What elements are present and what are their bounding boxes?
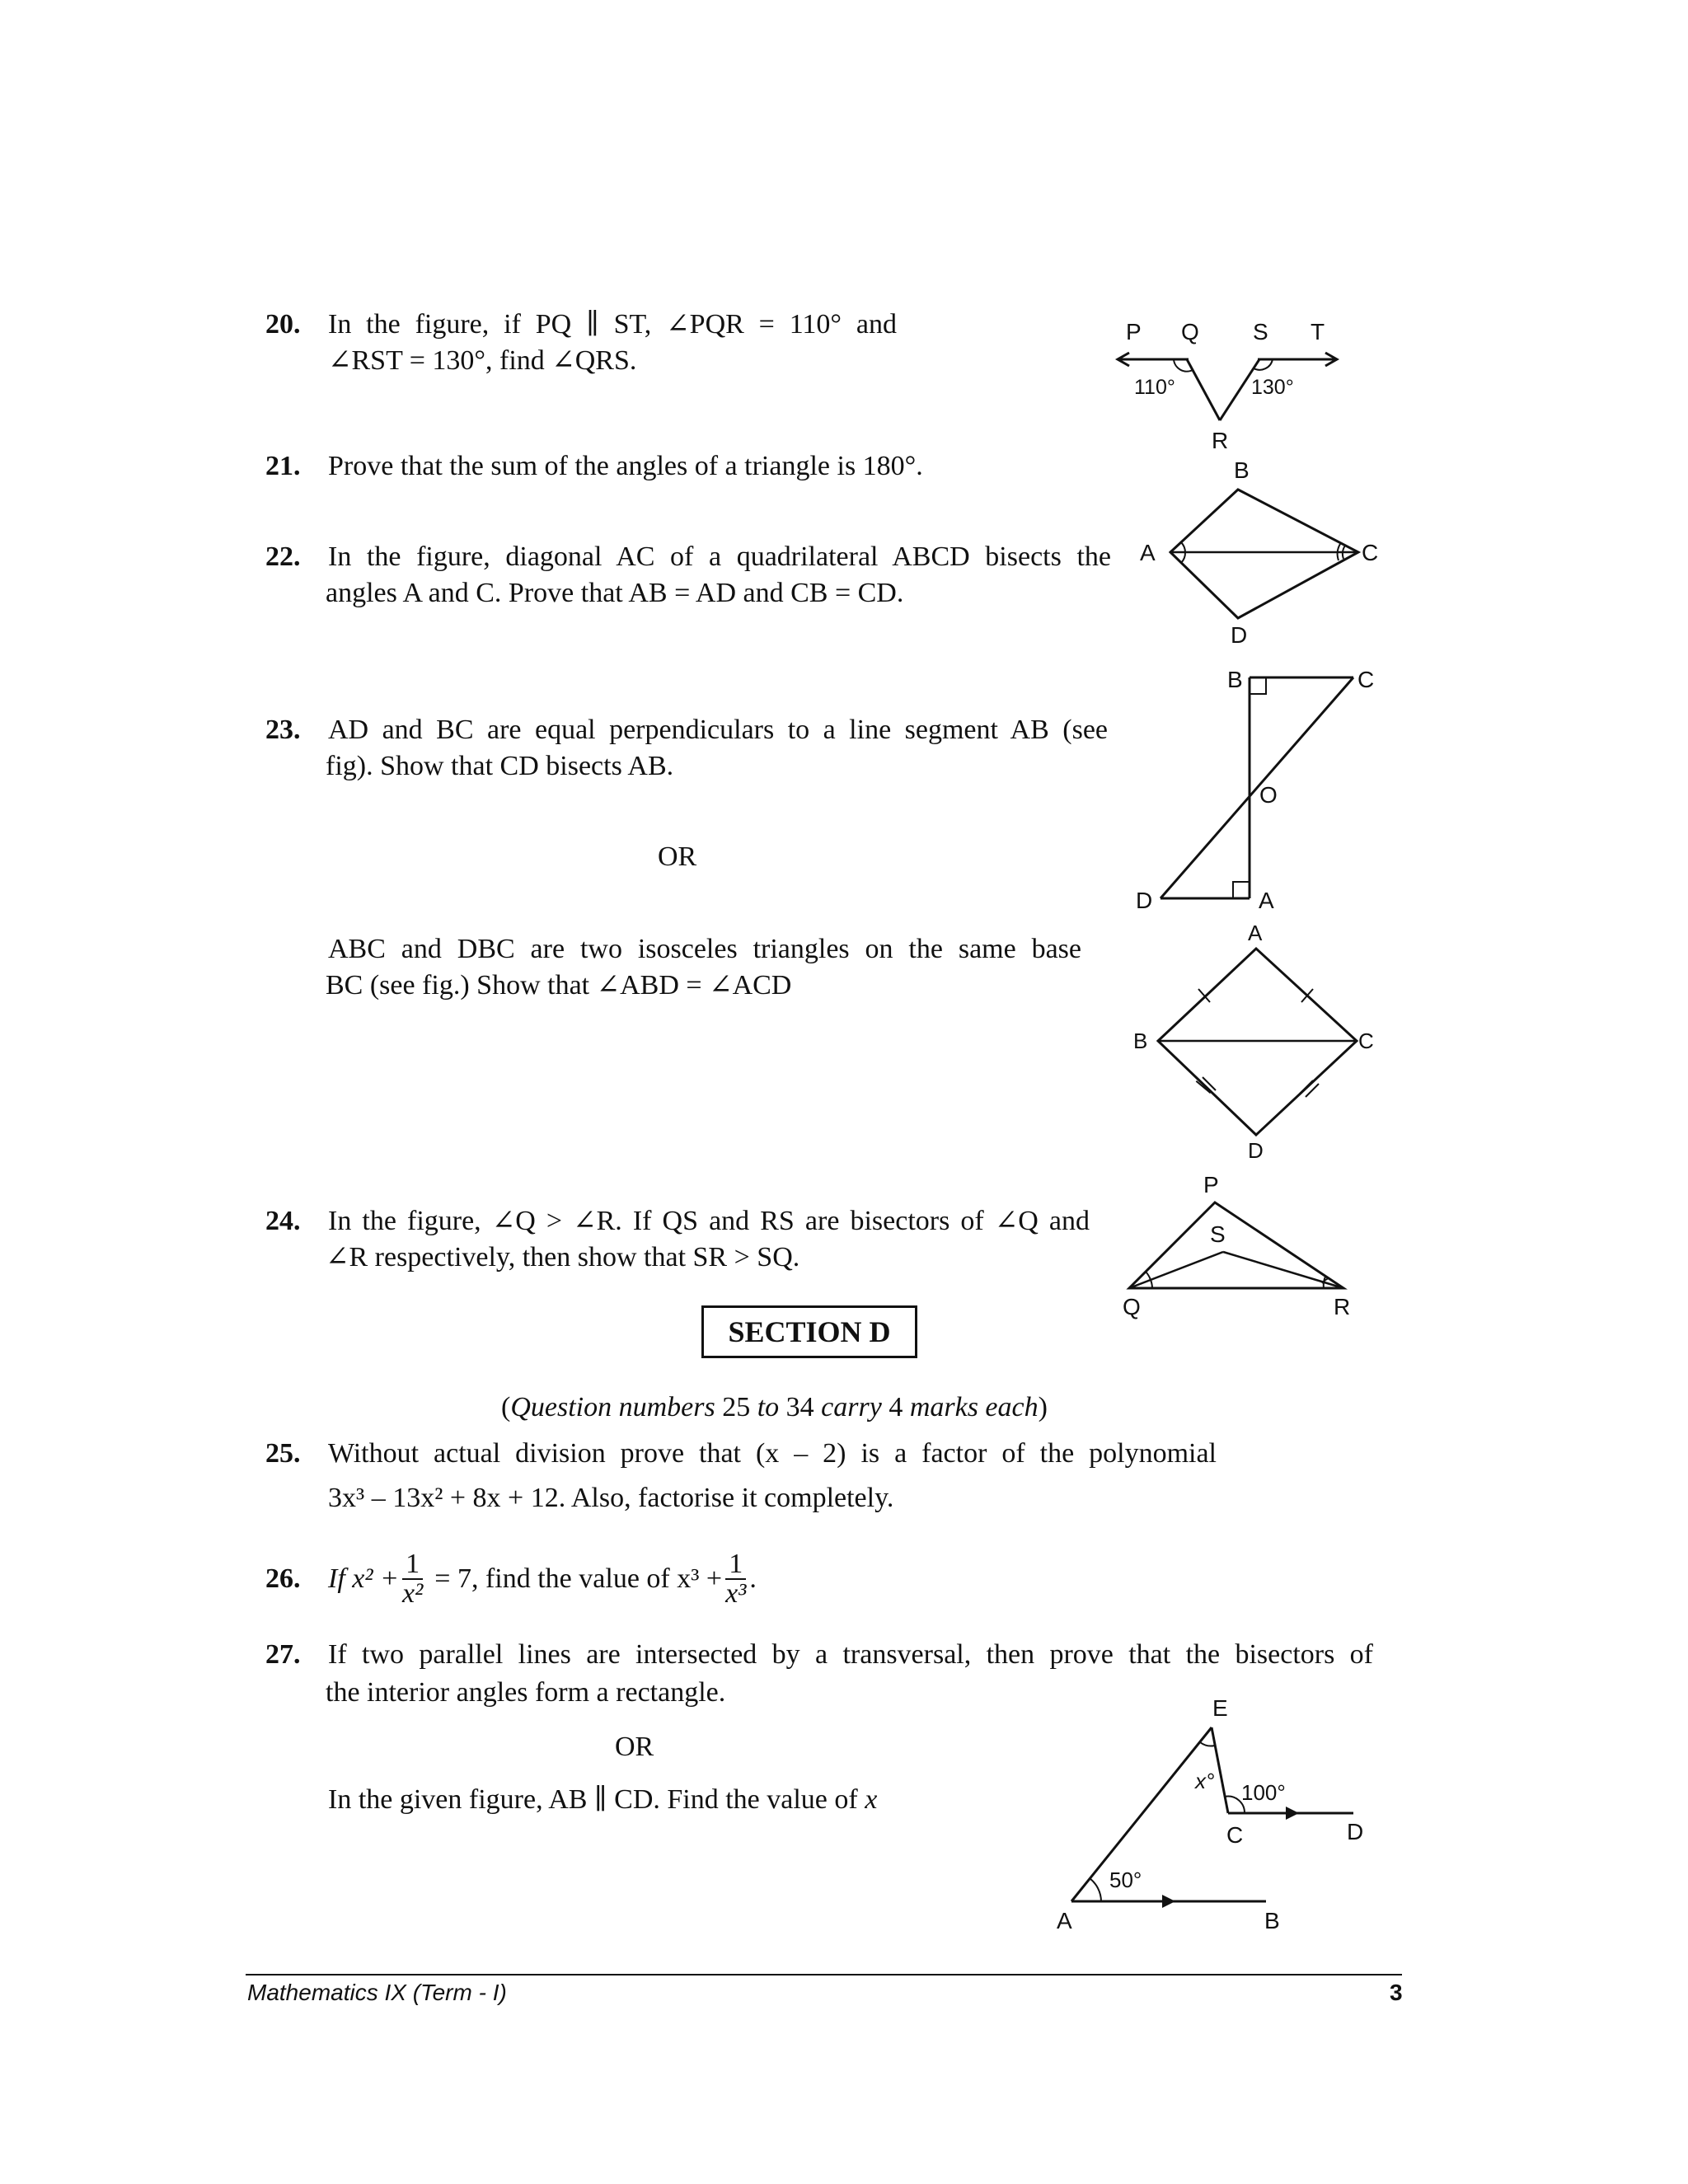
question-number: 27. bbox=[265, 1639, 301, 1670]
or-separator: OR bbox=[615, 1732, 654, 1762]
fraction-denominator: x² bbox=[402, 1578, 424, 1609]
question-text-line: ABC and DBC are two isosceles triangles on the same base bbox=[328, 934, 1081, 964]
question-text-line bbox=[328, 1782, 877, 1818]
quadrilateral-abcd bbox=[1170, 490, 1358, 618]
question-number: 20. bbox=[265, 309, 301, 340]
question-text-line: In the figure, ∠Q > ∠R. If QS and RS are bisectors of ∠Q and bbox=[328, 1206, 1090, 1236]
fraction-numerator: 1 bbox=[725, 1550, 746, 1580]
question-text-line: BC (see fig.) Show that ∠ABD = ∠ACD bbox=[326, 970, 792, 1001]
label-t: T bbox=[1311, 319, 1325, 344]
expression-part: = 7, find the value of x³ + bbox=[434, 1563, 723, 1594]
question-number: 23. bbox=[265, 715, 301, 745]
label-r: R bbox=[1334, 1294, 1351, 1319]
label-b: B bbox=[1227, 667, 1243, 692]
question-number: 24. bbox=[265, 1206, 301, 1236]
bisector-qs bbox=[1129, 1252, 1223, 1288]
label-a: A bbox=[1057, 1908, 1072, 1933]
label-b: B bbox=[1133, 1029, 1148, 1053]
figure-q23-isosceles bbox=[1129, 919, 1393, 1166]
figure-q24 bbox=[1113, 1166, 1385, 1323]
section-title: SECTION D bbox=[728, 1315, 891, 1348]
angle-label-110: 110° bbox=[1134, 376, 1175, 399]
section-note bbox=[501, 1390, 1048, 1426]
angle-label-130: 130° bbox=[1251, 376, 1294, 399]
angle-label-x: x° bbox=[1195, 1769, 1215, 1793]
or-separator: OR bbox=[658, 841, 697, 872]
label-q: Q bbox=[1181, 319, 1199, 344]
arrow-ab bbox=[1162, 1895, 1175, 1908]
label-r: R bbox=[1212, 428, 1229, 453]
angle-mark-a1 bbox=[1181, 542, 1185, 552]
label-a: A bbox=[1140, 540, 1156, 565]
expression-part: . bbox=[749, 1563, 757, 1594]
figure-q20 bbox=[1104, 313, 1352, 453]
right-angle-mark-a bbox=[1233, 882, 1250, 898]
question-text-line: Prove that the sum of the angles of a triangle is 180°. bbox=[328, 451, 923, 481]
label-o: O bbox=[1259, 782, 1278, 808]
label-a: A bbox=[1248, 921, 1263, 945]
label-e: E bbox=[1212, 1695, 1228, 1721]
question-text-line: angles A and C. Prove that AB = AD and CB = CD. bbox=[326, 578, 904, 608]
label-d: D bbox=[1248, 1138, 1264, 1163]
note-number: 25 bbox=[722, 1392, 751, 1422]
label-a: A bbox=[1259, 888, 1274, 913]
angle-mark-a bbox=[1090, 1878, 1101, 1901]
question-text-line: In the figure, if PQ ∥ ST, ∠PQR = 110° and bbox=[328, 309, 897, 340]
segment-cd bbox=[1160, 677, 1353, 898]
angle-mark-e bbox=[1200, 1742, 1215, 1746]
question-text-line: In the figure, diagonal AC of a quadrilateral ABCD bisects the bbox=[328, 541, 1111, 572]
figure-q23-perpendiculars bbox=[1129, 659, 1393, 923]
label-s: S bbox=[1210, 1221, 1226, 1247]
label-q: Q bbox=[1123, 1294, 1141, 1319]
angle-label-100: 100° bbox=[1241, 1780, 1286, 1805]
note-paren-open: ( bbox=[501, 1392, 511, 1422]
right-angle-mark-b bbox=[1250, 677, 1266, 694]
question-expression bbox=[328, 1540, 757, 1619]
question-number: 25. bbox=[265, 1438, 301, 1469]
arrow-cd bbox=[1286, 1807, 1299, 1820]
label-c: C bbox=[1362, 540, 1379, 565]
figure-q22 bbox=[1137, 453, 1385, 655]
note-number: 34 bbox=[785, 1392, 814, 1422]
question-text-line: ∠R respectively, then show that SR > SQ. bbox=[326, 1242, 800, 1272]
note-number: 4 bbox=[889, 1392, 903, 1422]
question-text-line: the interior angles form a rectangle. bbox=[326, 1677, 726, 1708]
variable-x: x bbox=[865, 1784, 878, 1815]
note-text: to bbox=[757, 1392, 780, 1422]
section-heading bbox=[701, 1305, 917, 1358]
fraction-denominator: x³ bbox=[725, 1578, 747, 1609]
question-number: 21. bbox=[265, 451, 301, 481]
footer-rule bbox=[246, 1974, 1402, 1975]
question-text-line: 3x³ – 13x² + 8x + 12. Also, factorise it completely. bbox=[328, 1483, 894, 1513]
label-b: B bbox=[1234, 457, 1250, 483]
note-text: marks each bbox=[909, 1392, 1039, 1422]
fraction-1-over-x3 bbox=[725, 1550, 746, 1608]
figure-q27 bbox=[1047, 1690, 1393, 1937]
note-paren-close: ) bbox=[1038, 1392, 1048, 1422]
question-number: 22. bbox=[265, 541, 301, 572]
angle-mark-q1 bbox=[1146, 1272, 1151, 1280]
angle-mark-a2 bbox=[1181, 552, 1185, 563]
question-text-line: If two parallel lines are intersected by a transversal, then prove that the bisectors of bbox=[328, 1639, 1373, 1670]
label-p: P bbox=[1203, 1172, 1219, 1197]
page-number: 3 bbox=[1390, 1980, 1403, 2005]
question-text-line: Without actual division prove that (x – 2) is a factor of the polynomial bbox=[328, 1438, 1217, 1469]
fraction-1-over-x2 bbox=[402, 1550, 423, 1608]
label-c: C bbox=[1226, 1822, 1244, 1848]
footer-title: Mathematics IX (Term - I) bbox=[247, 1980, 507, 2005]
expression-part: If x² + bbox=[328, 1563, 399, 1594]
label-d: D bbox=[1347, 1819, 1364, 1844]
bisector-rs bbox=[1223, 1252, 1343, 1288]
question-text-line: AD and BC are equal perpendiculars to a line segment AB (see bbox=[328, 715, 1108, 745]
question-number: 26. bbox=[265, 1563, 301, 1594]
question-text-line: ∠RST = 130°, find ∠QRS. bbox=[328, 345, 637, 376]
note-text: carry bbox=[821, 1392, 882, 1422]
label-p: P bbox=[1126, 319, 1142, 344]
label-c: C bbox=[1357, 667, 1375, 692]
fraction-numerator: 1 bbox=[402, 1550, 423, 1580]
question-text-line: fig). Show that CD bisects AB. bbox=[326, 751, 674, 781]
angle-label-50: 50° bbox=[1109, 1868, 1142, 1892]
line-qr bbox=[1187, 359, 1220, 420]
label-d: D bbox=[1231, 622, 1248, 648]
note-text: Question numbers bbox=[510, 1392, 715, 1422]
label-c: C bbox=[1358, 1029, 1374, 1053]
label-b: B bbox=[1264, 1908, 1280, 1933]
label-s: S bbox=[1253, 319, 1268, 344]
label-d: D bbox=[1136, 888, 1153, 913]
question-text: In the given figure, AB ∥ CD. Find the value of bbox=[328, 1784, 858, 1815]
